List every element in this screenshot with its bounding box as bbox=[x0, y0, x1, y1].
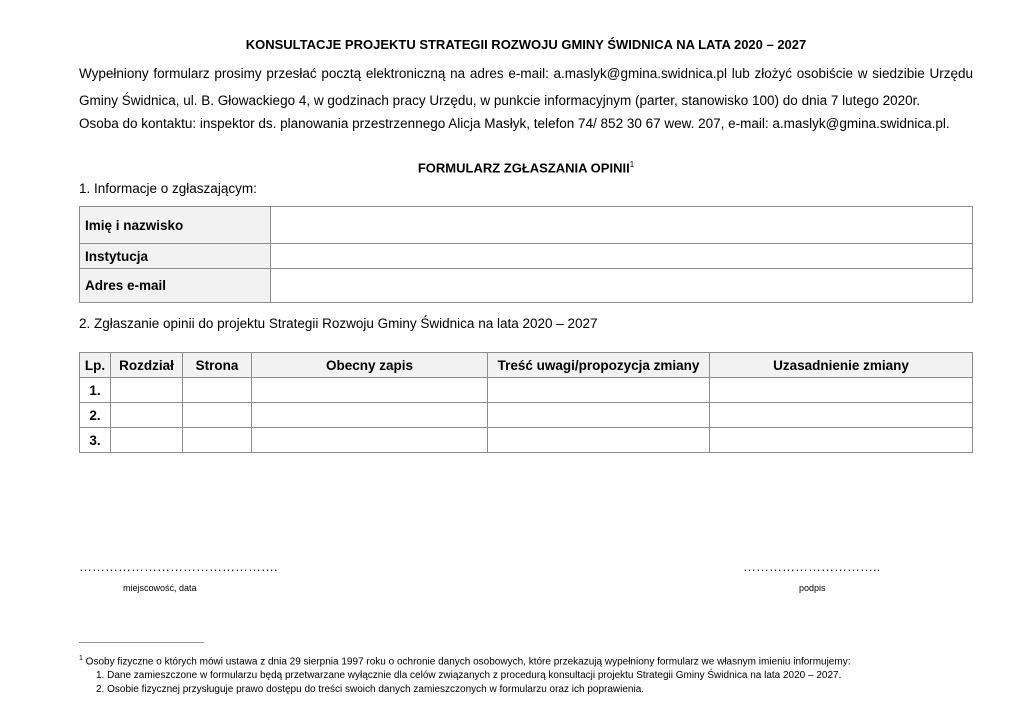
footnote-separator bbox=[79, 642, 204, 643]
uzasadnienie-cell[interactable] bbox=[710, 428, 973, 453]
col-rozdzial: Rozdział bbox=[111, 353, 183, 378]
row-number: 3. bbox=[80, 428, 111, 453]
info-label-name: Imię i nazwisko bbox=[80, 207, 271, 244]
info-row-institution bbox=[80, 244, 973, 269]
strona-cell[interactable] bbox=[183, 403, 252, 428]
email-field[interactable] bbox=[271, 269, 973, 303]
submitter-info-table bbox=[79, 206, 973, 303]
row-number: 2. bbox=[80, 403, 111, 428]
place-date-line[interactable]: ………………………………………. bbox=[79, 559, 278, 574]
info-row-email bbox=[80, 269, 973, 303]
col-obecny-zapis: Obecny zapis bbox=[252, 353, 488, 378]
opinions-table bbox=[79, 352, 973, 453]
tresc-uwagi-cell[interactable] bbox=[488, 403, 710, 428]
form-title-text: FORMULARZ ZGŁASZANIA OPINII bbox=[417, 160, 630, 176]
uzasadnienie-cell[interactable] bbox=[710, 403, 973, 428]
rozdzial-cell[interactable] bbox=[111, 378, 183, 403]
rozdzial-cell[interactable] bbox=[111, 403, 183, 428]
obecny-zapis-cell[interactable] bbox=[252, 403, 488, 428]
footnote-text: Osoby fizyczne o których mówi ustawa z dnia 29 sierpnia 1997 roku o ochronie danych osobowych, które przekazują wypełniony formularz we własnym imieniu informujemy: bbox=[82, 656, 851, 668]
footnote-item-1: 1. Dane zamieszczone w formularzu będą przetwarzane wyłącznie dla celów związanych z procedurą konsultacji projektu Strategii Gminy Świdnica na lata 2020 – 2027. bbox=[96, 670, 842, 682]
signature-line[interactable]: ………………………….. bbox=[743, 559, 881, 574]
col-tresc-uwagi: Treść uwagi/propozycja zmiany bbox=[488, 353, 710, 378]
document-title: KONSULTACJE PROJEKTU STRATEGII ROZWOJU GMINY ŚWIDNICA NA LATA 2020 – 2027 bbox=[245, 37, 807, 52]
rozdzial-cell[interactable] bbox=[111, 428, 183, 453]
table-row bbox=[80, 378, 973, 403]
document-page bbox=[79, 36, 973, 453]
row-number: 1. bbox=[80, 378, 111, 403]
col-lp: Lp. bbox=[80, 353, 111, 378]
col-strona: Strona bbox=[183, 353, 252, 378]
section-2-heading: 2. Zgłaszanie opinii do projektu Strategii Rozwoju Gminy Świdnica na lata 2020 – 2027 bbox=[79, 316, 598, 332]
strona-cell[interactable] bbox=[183, 378, 252, 403]
signature-caption: podpis bbox=[799, 583, 826, 593]
tresc-uwagi-cell[interactable] bbox=[488, 428, 710, 453]
place-date-caption: miejscowość, data bbox=[123, 583, 197, 593]
footnote-marker: 1 bbox=[79, 655, 83, 662]
info-label-email: Adres e-mail bbox=[80, 269, 271, 303]
obecny-zapis-cell[interactable] bbox=[252, 428, 488, 453]
footnote-intro bbox=[79, 652, 850, 669]
table-row bbox=[80, 428, 973, 453]
info-row-name bbox=[80, 207, 973, 244]
table-row bbox=[80, 403, 973, 428]
institution-field[interactable] bbox=[271, 244, 973, 269]
footnote-item-2: 2. Osobie fizycznej przysługuje prawo dostępu do treści swoich danych zamieszczonych w formularzu oraz ich poprawienia. bbox=[96, 684, 645, 696]
contact-paragraph: Osoba do kontaktu: inspektor ds. planowania przestrzennego Alicja Masłyk, telefon 74/ 852 30 67 wew. 207, e-mail: a.maslyk@gmina.swidnica.pl. bbox=[79, 116, 950, 131]
col-uzasadnienie: Uzasadnienie zmiany bbox=[710, 353, 973, 378]
name-field[interactable] bbox=[271, 207, 973, 244]
info-label-institution: Instytucja bbox=[80, 244, 271, 269]
instructions-paragraph: Wypełniony formularz prosimy przesłać pocztą elektroniczną na adres e-mail: a.maslyk@gmina.swidnica.pl lub złożyć osobiście w siedzibie Urzędu Gminy Świdnica, ul. B. Głowackiego 4, w godzinach pracy Urzędu, w punkcie informacyjnym (parter, stanowisko 100) do dnia 7 lutego 2020r. bbox=[79, 66, 973, 108]
footnote bbox=[79, 652, 850, 697]
footnote-ref[interactable]: 1 bbox=[629, 160, 635, 169]
tresc-uwagi-cell[interactable] bbox=[488, 378, 710, 403]
section-1-heading: 1. Informacje o zgłaszającym: bbox=[79, 181, 257, 197]
opinions-header-row bbox=[80, 353, 973, 378]
obecny-zapis-cell[interactable] bbox=[252, 378, 488, 403]
form-title bbox=[79, 156, 973, 177]
uzasadnienie-cell[interactable] bbox=[710, 378, 973, 403]
strona-cell[interactable] bbox=[183, 428, 252, 453]
